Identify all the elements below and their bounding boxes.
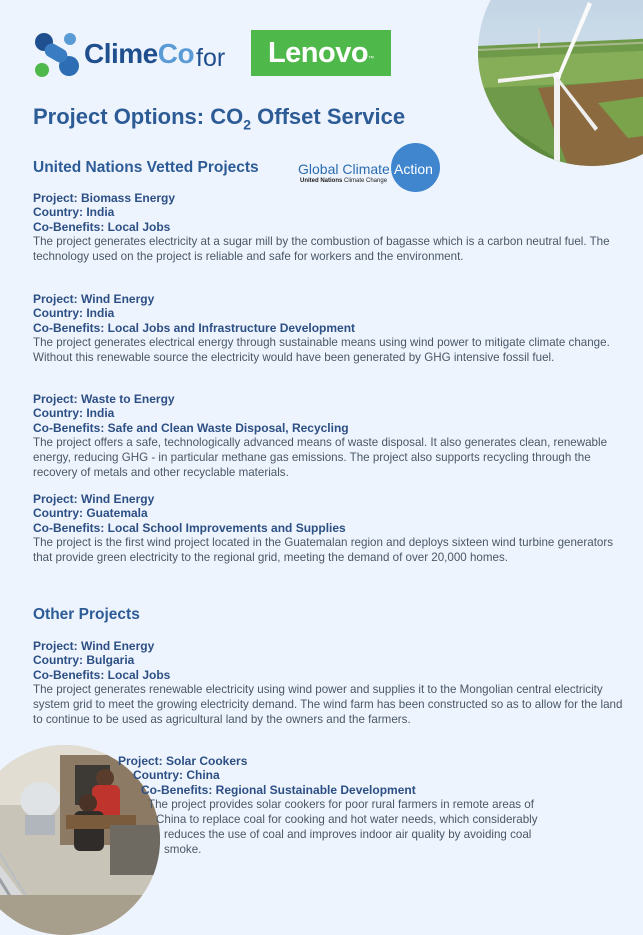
un-section-heading: United Nations Vetted Projects [33,159,259,176]
un-logo-sub-bold: United Nations [300,178,343,184]
lenovo-tm: ™ [368,56,375,62]
lenovo-wordmark: Lenovo [267,36,369,69]
project-country: Country: India [33,406,115,421]
page-title-subscript: 2 [243,116,252,133]
project-country: Country: Bulgaria [33,653,135,668]
project-country: Country: India [33,205,115,220]
page-title-suffix: Offset Service [251,104,406,129]
lenovo-logo [251,30,391,76]
project-description: The project generates electricity at a sugar mill by the combustion of bagasse which is a carbon neutral fuel. The technology used on the project is reliable and safe for workers and the environment. [33,235,610,264]
project-description: The project is the first wind project located in the Guatemalan region and deploys sixteen wind turbine generators that provide green electricity to the regional grid, meeting the demand of over 20,000 homes. [33,536,614,565]
project-description-line: The project provides solar cookers for poor rural farmers in remote areas of [148,798,534,812]
project-description-line: smoke. [164,843,202,857]
project-description-line: reduces the use of coal and improves indoor air quality by avoiding coal [164,828,532,842]
wind-turbine-photo [478,0,643,166]
project-cobenefits: Co-Benefits: Local Jobs [33,219,171,234]
for-text: for [196,44,226,72]
project-description: The project offers a safe, technologically advanced means of waste disposal. It also generates clean, renewable energy, reducing GHG - in particular methane gas emissions. The project also supports recycling through the recovery of metals and other recyclable materials. [33,436,608,480]
project-name: Project: Biomass Energy [33,191,176,205]
climeco-wordmark [84,38,194,70]
climeco-logo-icon [30,28,82,80]
global-climate-action-logo-text: Global Climate [298,161,390,177]
project-country: Country: Guatemala [33,506,148,521]
project-name: Project: Solar Cookers [118,754,248,768]
project-description: The project generates renewable electricity using wind power and supplies it to the Mongolian central electricity system grid to meet the growing electricity demand. The wind farm has been constructed so as to allow for the land to continue to be used as agricultural land by the owners and the farmers. [33,683,623,727]
page-title-prefix: Project Options: CO [33,104,244,129]
project-cobenefits: Co-Benefits: Local Jobs and Infrastructure Development [33,320,356,335]
project-block-biomass-india [33,191,623,264]
project-cobenefits: Co-Benefits: Safe and Clean Waste Disposal, Recycling [33,420,349,435]
global-climate-action-logo-action: Action [394,161,433,177]
project-description-line: China to replace coal for cooking and hot water needs, which considerably [156,813,538,827]
un-climate-change-logo-sub [300,178,387,184]
project-block-waste-india [33,392,623,480]
un-logo-sub-text: Climate Change [342,178,388,184]
project-block-wind-guatemala [33,492,623,565]
project-name: Project: Wind Energy [33,292,155,306]
project-description: The project generates electrical energy through sustainable means using wind power to mitigate climate change. Without this renewable source the electricity would have been generated by GHG intensive fossil fuel. [33,336,610,365]
project-block-solar-china [118,754,618,857]
page-title [33,104,405,132]
project-name: Project: Wind Energy [33,492,155,506]
climeco-clime-text: Clime [84,38,158,69]
project-cobenefits: Co-Benefits: Local School Improvements and Supplies [33,520,346,535]
project-name: Project: Waste to Energy [33,392,175,406]
other-projects-heading: Other Projects [33,606,140,623]
project-name: Project: Wind Energy [33,639,155,653]
climeco-co-text: Co [157,38,195,69]
project-block-wind-india [33,292,623,365]
project-cobenefits: Co-Benefits: Local Jobs [33,667,171,682]
project-block-wind-bulgaria [33,639,623,727]
project-country: Country: India [33,306,115,321]
project-cobenefits: Co-Benefits: Regional Sustainable Development [141,782,416,797]
project-country: Country: China [133,768,220,783]
